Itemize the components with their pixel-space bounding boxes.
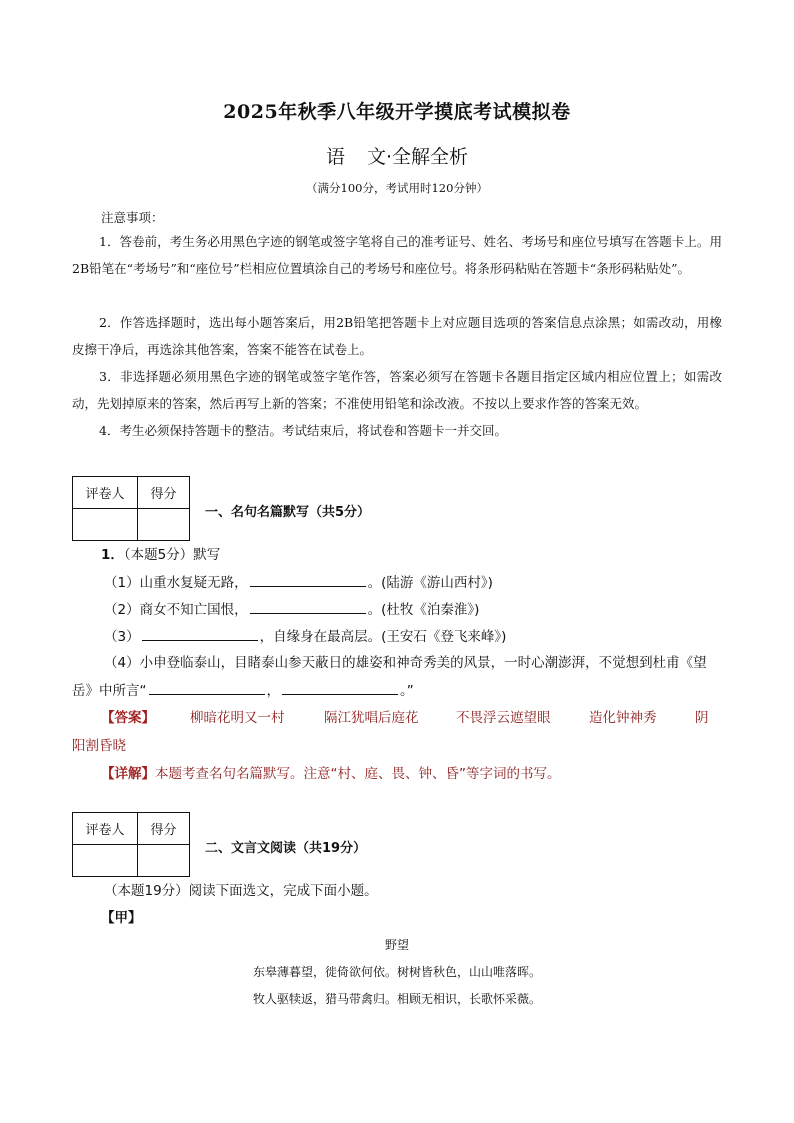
subject-b: 文·全解全析 [366,146,469,168]
poem-line: 牧人驱犊返，猎马带禽归。相顾无相识，长歌怀采薇。 [252,992,541,1006]
item-text: 岳》中所言“ [72,683,147,699]
item-number: （3） [104,629,140,645]
note-item: 4．考生必须保持答题卡的整洁。考试结束后，将试卷和答题卡一并交回。 [99,423,507,438]
page-subtitle [0,142,794,169]
page-title: 2025年秋季八年级开学摸底考试模拟卷 [223,101,571,123]
detail-line [101,762,561,782]
section1-heading: 一、名句名篇默写（共5分） [205,505,371,520]
exam-meta: （满分100分，考试用时120分钟） [306,181,488,195]
grader-cell [73,845,138,877]
fill-item-3 [104,625,506,645]
answer-blank[interactable] [142,626,258,641]
fill-item-4-line1: （4）小申登临泰山，目睹泰山参天蔽日的雄姿和神奇秀美的风景，一时心潮澎湃，不觉想到杜甫《望 [104,655,707,671]
score-header: 得分 [138,813,190,845]
item-text: 山重水复疑无路， [139,575,248,591]
item-end: 。” [400,683,414,699]
score-table [72,476,190,541]
score-cell [138,845,190,877]
item-text: 商女不知亡国恨， [139,602,248,618]
score-header: 得分 [138,477,190,509]
poem-line: 东皋薄暮望，徙倚欲何依。树树皆秋色，山山唯落晖。 [252,965,541,979]
question-number: 1． [101,547,124,563]
grader-header: 评卷人 [73,477,138,509]
answer-label: 【答案】 [101,710,155,726]
answer-blank[interactable] [282,680,398,695]
item-sep: ， [266,683,280,699]
fill-item-2 [104,598,479,618]
grader-header: 评卷人 [73,813,138,845]
item-source: 。(陆游《游山西村》) [367,575,493,591]
note-item: 2．作答选择题时，选出每小题答案后，用2B铅笔把答题卡上对应题目选项的答案信息点涂黑；如需改动，用橡皮擦干净后，再选涂其他答案，答案不能答在试卷上。 [72,315,722,357]
notes-heading: 注意事项： [101,210,164,225]
answer-blank[interactable] [250,599,366,614]
score-cell [138,509,190,541]
answer-5: 阴 [695,710,709,726]
poem-title: 野望 [384,938,409,952]
question-1-stem [101,543,220,563]
answer-blank[interactable] [149,680,265,695]
note-item: 1．答卷前，考生务必用黑色字迹的钢笔或签字笔将自己的准考证号、姓名、考场号和座位号填写在答题卡上。用2B铅笔在“考场号”和“座位号”栏相应位置填涂自己的考场号和座位号。将条形码粘贴在答题卡“条形码粘贴处”。 [72,234,722,276]
answer-2: 隔江犹唱后庭花 [324,710,419,726]
detail-label: 【详解】 [101,766,155,782]
answer-1: 柳暗花明又一村 [190,710,285,726]
answer-blank[interactable] [250,572,366,587]
section2-intro: （本题19分）阅读下面选文，完成下面小题。 [104,883,378,899]
fill-item-1 [104,571,493,591]
subject-a: 语 [325,146,345,168]
item-number: （1） [104,575,140,591]
detail-text: 本题考查名句名篇默写。注意“村、庭、畏、钟、昏”等字词的书写。 [155,766,561,782]
section2-heading: 二、文言文阅读（共19分） [205,841,367,856]
answer-3: 不畏浮云遮望眼 [456,710,551,726]
note-item: 3．非选择题必须用黑色字迹的钢笔或签字笔作答，答案必须写在答题卡各题目指定区域内相应位置上；如需改动，先划掉原来的答案，然后再写上新的答案；不准使用铅笔和涂改液。不按以上要求作答的答案无效。 [72,369,722,411]
item-source: ，自缘身在最高层。(王安石《登飞来峰》) [259,629,507,645]
part-label: 【甲】 [101,910,142,926]
fill-item-4-line2 [72,679,414,699]
grader-cell [73,509,138,541]
answer-4: 造化钟神秀 [589,710,657,726]
score-table [72,812,190,877]
item-number: （2） [104,602,140,618]
question-intro: （本题5分）默写 [123,547,221,563]
answer-5-cont: 阳割昏晓 [72,738,126,754]
item-source: 。(杜牧《泊秦淮》) [367,602,480,618]
